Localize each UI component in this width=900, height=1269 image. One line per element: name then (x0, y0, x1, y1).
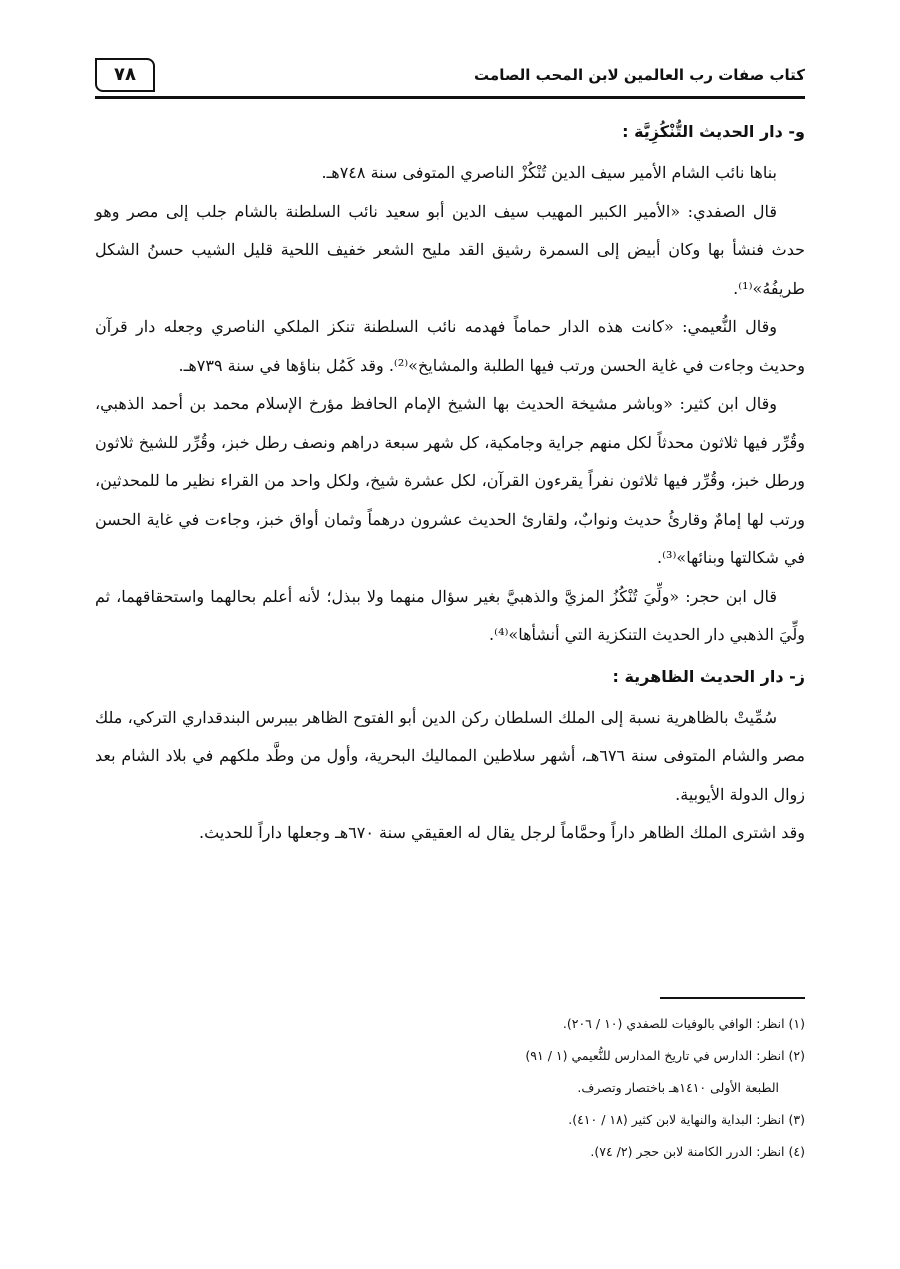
footnote: (٤) انظر: الدرر الكامنة لابن حجر (٢/ ٧٤). (590, 1144, 805, 1159)
footnote: (٣) انظر: البداية والنهاية لابن كثير (١٨ / ٤١٠). (568, 1112, 805, 1127)
paragraph: وقال النُّعيمي: «كانت هذه الدار حماماً فهدمه نائب السلطنة تنكز الملكي الناصري وجعله دار قرآن وحديث وجاءت في غاية الحسن ورتب فيها الطلبة والمشايخ»⁽²⁾. وقد كَمُل بناؤها في سنة ٧٣٩هـ. (95, 317, 805, 375)
footnote: (١) انظر: الوافي بالوفيات للصفدي (١٠ / ٢٠٦). (562, 1016, 805, 1031)
paragraph: قال ابن حجر: «ولِّيَ تُنْكُزُ المزيَّ والذهبيَّ بغير سؤال منهما ولا ببذل؛ لأنه أعلم بحالهما واستحقاقهما، ثم ولِّيَ الذهبي دار الحديث التنكزية التي أنشأها»⁽⁴⁾. (95, 586, 805, 644)
footnote-divider (660, 997, 805, 999)
book-title: كتاب صفات رب العالمين لابن المحب الصامت (474, 66, 805, 84)
section-zahiriyya (95, 655, 805, 853)
header-divider (95, 96, 805, 99)
section-tankiziyya (95, 110, 805, 655)
footnotes (95, 1008, 805, 1168)
section-heading: و- دار الحديث التُّنْكُزِيَّة : (622, 122, 805, 141)
paragraph: وقال ابن كثير: «وباشر مشيخة الحديث بها الشيخ الإمام الحافظ مؤرخ الإسلام محمد بن أحمد الذهبي، وقُرِّر فيها ثلاثون محدثاً لكل منهم جراية وجامكية، كل شهر سبعة دراهم ونصف رطل خبز، وقُرِّر للشيخ ثلاثون ورطل خبز، وقُرِّر فيها ثلاثون نفراً يقرءون القرآن، لكل عشرة شيخ، ولكل واحد من القراء نظير ما للمحدثين، ورتب لها إمامٌ وقارئُ حديث ونوابٌ، ولقارئ الحديث عشرون درهماً وثمان أواق خبز، وجاءت في غاية الحسن في شكالتها وبنائها»⁽³⁾. (95, 394, 805, 567)
footnote: (٢) انظر: الدارس في تاريخ المدارس للنُّعيمي (١ / ٩١) (525, 1048, 805, 1063)
paragraph: سُمِّيتْ بالظاهرية نسبة إلى الملك السلطان ركن الدين أبو الفتوح الظاهر بيبرس البندقداري التركي، ملك مصر والشام المتوفى سنة ٦٧٦هـ، أشهر سلاطين المماليك البحرية، وأول من وطَّد ملكهم في بلاد الشام بعد زوال الدولة الأيوبية. (95, 707, 805, 804)
running-header (95, 58, 805, 98)
paragraph: بناها نائب الشام الأمير سيف الدين تُنْكُزْ الناصري المتوفى سنة ٧٤٨هـ. (321, 163, 777, 182)
paragraph: وقد اشترى الملك الظاهر داراً وحمَّاماً لرجل يقال له العقيقي سنة ٦٧٠هـ وجعلها داراً للحديث. (199, 823, 805, 842)
footnote-continuation: الطبعة الأولى ١٤١٠هـ باختصار وتصرف. (577, 1080, 779, 1095)
section-heading: ز- دار الحديث الظاهرية : (612, 666, 805, 686)
paragraph: قال الصفدي: «الأمير الكبير المهيب سيف الدين أبو سعيد نائب السلطنة بالشام جلب إلى مصر وهو حدث فنشأ بها وكان أبيض إلى السمرة رشيق القد مليح الشعر خفيف اللحية قليل الشيب حسنُ الشكل طريفُهُ»⁽¹⁾. (95, 201, 805, 298)
main-text (95, 110, 805, 853)
page-number: ٧٨ (95, 58, 155, 92)
